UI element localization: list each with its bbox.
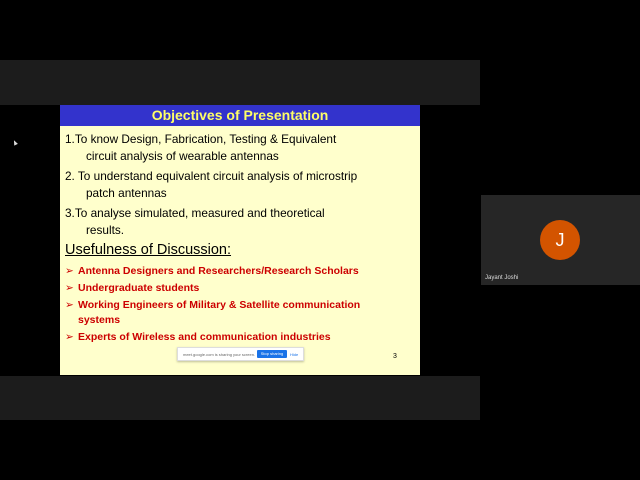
usefulness-heading: Usefulness of Discussion: (65, 242, 232, 258)
participant-tile[interactable] (481, 195, 640, 285)
objective-line-continued: patch antennas (86, 185, 167, 200)
video-letterbox-top (0, 60, 480, 105)
objective-item (65, 131, 416, 164)
usefulness-item-continued: systems (78, 314, 121, 326)
arrow-bullet-icon: ➢ (65, 265, 74, 277)
usefulness-item (65, 264, 417, 279)
objective-item (65, 205, 416, 238)
slide-title: Objectives of Presentation (60, 105, 420, 126)
sharing-message: meet.google.com is sharing your screen. (183, 352, 256, 357)
stop-sharing-button[interactable]: Stop sharing (257, 350, 287, 358)
video-letterbox-bottom (0, 376, 480, 420)
objective-line-continued: results. (86, 222, 125, 237)
participant-avatar: J (540, 220, 580, 260)
objective-item (65, 168, 416, 201)
objective-line: 3.To analyse simulated, measured and theoretical (65, 206, 325, 220)
arrow-bullet-icon: ➢ (65, 282, 74, 294)
usefulness-item-label: Undergraduate students (78, 282, 200, 294)
usefulness-item (65, 281, 417, 296)
slide-page-number: 3 (393, 353, 397, 360)
participant-name: Jayant Joshi (485, 275, 519, 281)
usefulness-item-label: Experts of Wireless and communication industries (78, 331, 331, 343)
usefulness-item (65, 298, 417, 328)
objective-line: 2. To understand equivalent circuit analysis of microstrip (65, 169, 358, 183)
objective-line: 1.To know Design, Fabrication, Testing & Equivalent (65, 132, 337, 146)
arrow-bullet-icon: ➢ (65, 299, 74, 311)
hide-button[interactable]: Hide (290, 352, 299, 357)
arrow-bullet-icon: ➢ (65, 331, 74, 343)
usefulness-item-label: Antenna Designers and Researchers/Research Scholars (78, 265, 359, 277)
presentation-slide (60, 105, 420, 375)
objective-line-continued: circuit analysis of wearable antennas (86, 148, 279, 163)
usefulness-item-label: Working Engineers of Military & Satellite communication (78, 299, 361, 311)
usefulness-item (65, 330, 417, 345)
screen-sharing-bar (177, 347, 304, 361)
